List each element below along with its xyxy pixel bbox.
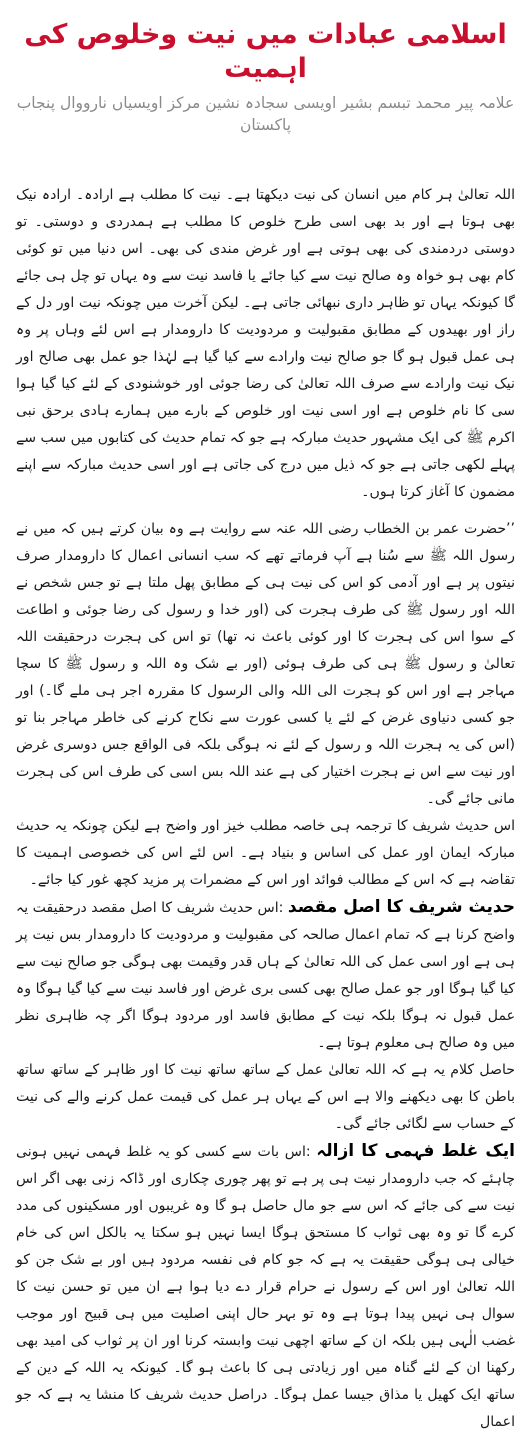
section-heading-misconception: ایک غلط فہمی کا ازالہ	[316, 1141, 515, 1161]
author-byline: علامہ پیر محمد تبسم بشیر اویسی سجادہ نشین مرکز اویسیاں نارووال پنجاب پاکستان	[16, 94, 515, 134]
commentary-paragraph: اس حدیث شریف کا ترجمہ ہی خاصہ مطلب خیز اور واضح ہے لیکن چونکہ یہ حدیث مبارکہ ایمان اور عمل کی اساس و بنیاد ہے۔ اس لئے اس کی خصوصی اہمیت کا تقاضہ ہے کہ اس کے مطالب فوائد اور اس کے مضمرات پر مزید کچھ غور کیا جائے۔	[16, 818, 515, 888]
article-title: اسلامی عبادات میں نیت وخلوص کی اہمیت	[24, 19, 507, 84]
intro-paragraph: اللہ تعالیٰ ہر کام میں انسان کی نیت دیکھتا ہے۔ نیت کا مطلب ہے ارادہ۔ ارادہ نیک بھی ہوتا ہے اور بد بھی اسی طرح خلوص کا مطلب ہے ہمدردی و دوستی۔ تو دوستی دردمندی کی بھی ہوتی ہے اور غرض مندی کی بھی۔ اس دنیا میں تو کوئی کام بھی ہو خواہ وہ صالح نیت سے کیا جائے یا فاسد نیت سے وہ یہاں تو چل ہی جائے گا کیونکہ یہاں تو ظاہر داری نبھائی جاتی ہے۔ لیکن آخرت میں چونکہ نیت اور دل کے راز اور بھیدوں کے مطابق مقبولیت و مردودیت کا دارومدار ہے اس لئے وہاں پر وہ ہی عمل قبول ہو گا جو صالح نیت وارادے سے کیا گیا ہے لہٰذا جو عمل بھی صالح اور نیک نیت وارادے سے صرف اللہ تعالیٰ کی رضا جوئی اور خوشنودی کے لئے کیا گیا ہوا سی کا نام خلوص ہے اور اسی نیت اور خلوص کے بارے میں ہمارے ہادی برحق نبی اکرم ﷺ کی ایک مشہور حدیث مبارکہ ہے جو کہ تمام حدیث کی کتابوں میں سب سے پہلے لکھی جاتی ہے جو کہ ذیل میں درج کی جاتی ہے اور اسی حدیث مبارکہ سے اپنے مضمون کا آغاز کرتا ہوں۔	[16, 187, 515, 500]
purpose-section	[16, 894, 515, 1057]
hadith-paragraph: ’’حضرت عمر بن الخطاب رضی اللہ عنہ سے روایت ہے وہ بیان کرتے ہیں کہ میں نے رسول اللہ ﷺ سے سُنا ہے آپ فرماتے تھے کہ سب انسانی اعمال کا دارومدار صرف نیتوں پر ہے اور آدمی کو اس کی نیت ہی کے مطابق پھل ملتا ہے تو جس شخص نے اللہ اور رسول ﷺ کی طرف ہجرت کی (اور خدا و رسول کی رضا جوئی و اطاعت کے سوا اس کی ہجرت کا اور کوئی باعث نہ تھا) تو اس کی ہجرت درحقیقت اللہ تعالیٰ و رسول ﷺ ہی کی طرف ہوئی (اور بے شک وہ اللہ و رسول ﷺ کا سچا مہاجر ہے اور اس کو ہجرت الی اللہ والی الرسول کا مقررہ اجر ہی ملے گا۔) اور جو کسی دنیاوی غرض کے لئے یا کسی عورت سے نکاح کرنے کی خاطر مہاجر بنا تو (اس کی یہ ہجرت اللہ و رسول کے لئے نہ ہوگی بلکہ فی الواقع جس دوسری غرض اور نیت سے اس نے ہجرت اختیار کی ہے عند اللہ بس اسی کی طرف اس کی ہجرت مانی جائے گی۔	[16, 521, 515, 807]
misconception-text: :اس بات سے کسی کو یہ غلط فہمی نہیں ہونی چاہئے کہ جب دارومدار نیت ہی پر ہے تو پھر چوری چکاری اور ڈاکہ زنی بھی اگر اس نیت سے کی جائے کہ اس سے جو مال حاصل ہو گا وہ غریبوں اور مسکینوں کی مدد کرے گا تو وہ بھی ثواب کا مستحق ہوگا ایسا نہیں ہو سکتا یہ بالکل اس کی خام خیالی ہی ہوگی حقیقت یہ ہے کہ جو کام فی نفسہ مردود ہیں اور بے شک جن کو اللہ تعالیٰ اور اس کے رسول نے حرام قرار دے دیا ہوا ہے ان میں تو حسن نیت کا سوال ہی نہیں پیدا ہوتا ہے وہ تو بہر حال اپنی اصلیت میں ہی قبیح اور موجب غضب الٰہی ہیں بلکہ ان کے ساتھ اچھی نیت وابستہ کرنا اور ان پر ثواب کی امید بھی رکھنا ان کے لئے گناہ میں اور زیادتی ہی کا باعث ہو گا۔ کیونکہ یہ اللہ کے دین کے ساتھ ایک کھیل یا مذاق جیسا عمل ہوگا۔ دراصل حدیث شریف کا منشا یہ ہے کہ جو اعمال	[16, 1144, 515, 1430]
summary-paragraph: حاصل کلام یہ ہے کہ اللہ تعالیٰ عمل کے ساتھ ساتھ نیت کا اور ظاہر کے ساتھ ساتھ باطن کا بھی دیکھنے والا ہے اس کے یہاں ہر عمل کی قیمت عمل کرنے والے کی نیت کے حساب سے لگائی جائے گی۔	[16, 1062, 515, 1132]
section-heading-purpose: حدیث شریف کا اصل مقصد	[287, 897, 515, 917]
purpose-text: :اس حدیث شریف کا اصل مقصد درحقیقت یہ واضح کرنا ہے کہ تمام اعمال صالحہ کی مقبولیت و مردودیت کا دارومدار بس نیت پر ہی ہے اور اسی عمل کی اللہ تعالیٰ کے ہاں قدر وقیمت بھی ہوگی جو صالح نیت سے کیا گیا ہوگا اور جو عمل صالح بھی کسی بری غرض اور فاسد نیت سے کیا گیا ہوگا وہ عمل قبول نہ ہوگا بلکہ نیت کے مطابق فاسد اور مردود ہوگا اگر چہ ظاہری نظر میں وہ صالح ہی معلوم ہوتا ہے۔	[16, 900, 515, 1051]
misconception-section	[16, 1138, 515, 1436]
